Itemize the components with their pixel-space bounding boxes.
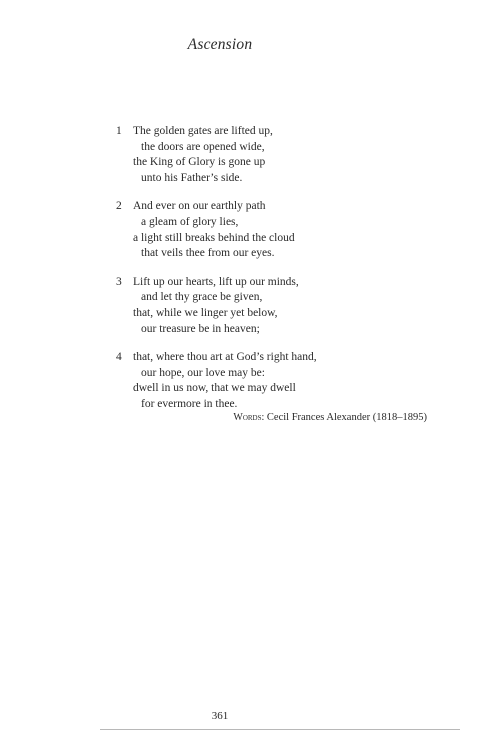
verse-line: for evermore in thee. <box>141 397 238 410</box>
verse-line: our hope, our love may be: <box>141 366 265 379</box>
verse-number: 1 <box>116 125 122 137</box>
verse-line: And ever on our earthly path <box>133 200 266 213</box>
verse-line: The golden gates are lifted up, <box>133 125 273 137</box>
verse-line: that, while we linger yet below, <box>133 306 278 319</box>
verse-3 <box>116 275 436 337</box>
verse-line: the King of Glory is gone up <box>133 156 266 169</box>
page-number: 361 <box>211 710 229 722</box>
verse-lines <box>133 350 436 412</box>
verse-line: dwell in us now, that we may dwell <box>133 382 296 395</box>
verse-line: that, where thou art at God’s right hand, <box>133 351 317 364</box>
words-credit <box>233 412 427 423</box>
verse-line: unto his Father’s side. <box>141 171 243 184</box>
hymn-verses <box>116 124 436 426</box>
verse-lines <box>133 124 436 186</box>
credit-label: Words: <box>233 412 265 423</box>
verse-number: 3 <box>116 275 122 288</box>
verse-line: Lift up our hearts, lift up our minds, <box>133 275 299 288</box>
verse-line: a light still breaks behind the cloud <box>133 231 295 244</box>
verse-line: a gleam of glory lies, <box>141 215 239 228</box>
verse-1 <box>116 124 436 186</box>
verse-number: 2 <box>116 200 122 213</box>
verse-number: 4 <box>116 351 122 364</box>
verse-2 <box>116 199 436 261</box>
verse-line: that veils thee from our eyes. <box>141 247 275 260</box>
verse-line: the doors are opened wide, <box>141 140 265 153</box>
verse-lines <box>133 199 436 261</box>
verse-4 <box>116 350 436 412</box>
hymn-title: Ascension <box>187 36 253 53</box>
credit-author: Cecil Frances Alexander (1818–1895) <box>266 412 427 423</box>
verse-line: our treasure be in heaven; <box>141 322 260 335</box>
verse-line: and let thy grace be given, <box>141 291 263 304</box>
verse-lines <box>133 275 436 337</box>
footer-rule <box>100 729 460 730</box>
